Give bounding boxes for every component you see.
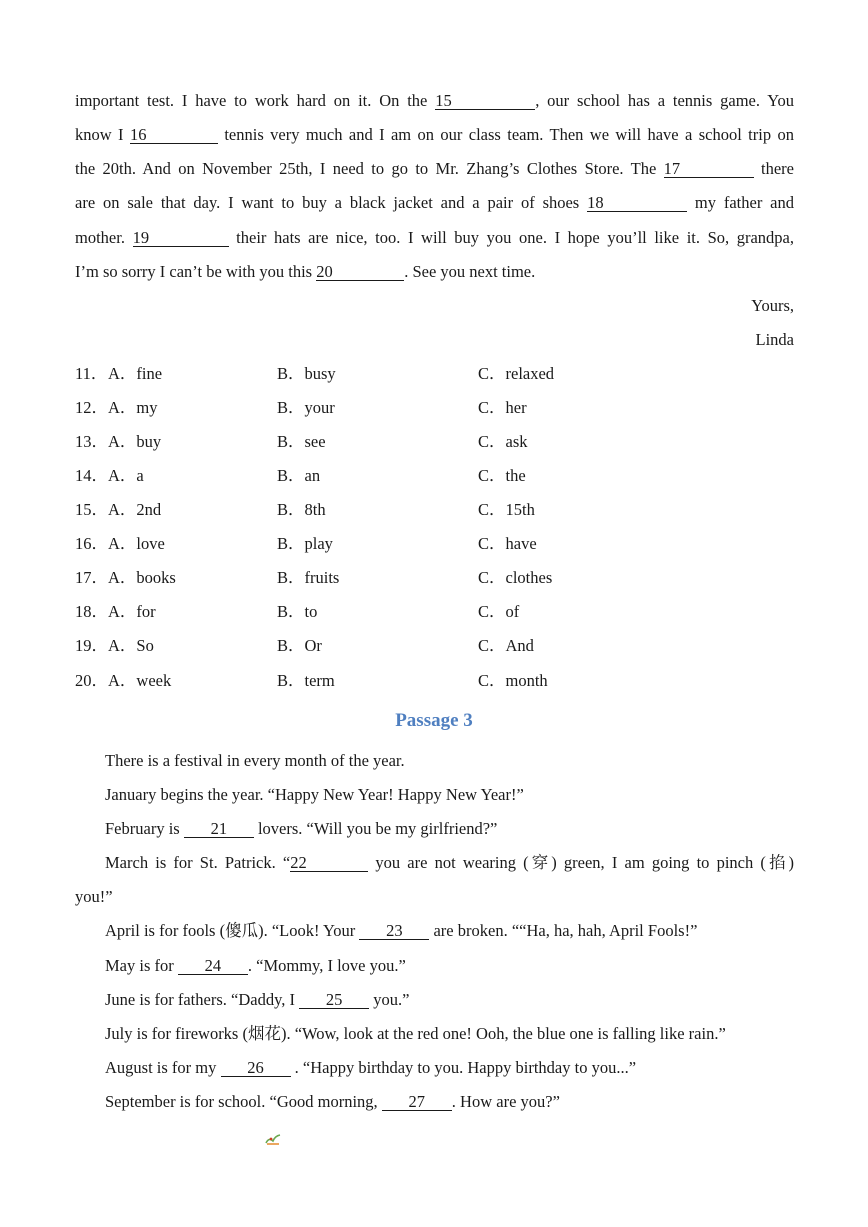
question-row <box>75 364 775 384</box>
passage-line: I’m so sorry I can’t be with you this 20 . See you next time. <box>75 262 536 281</box>
blank-21[interactable]: 21 <box>184 820 254 838</box>
blank-26[interactable]: 26 <box>221 1059 291 1077</box>
question-row <box>75 398 775 418</box>
blank-19[interactable]: 19 <box>133 229 229 247</box>
passage-line: February is 21 lovers. “Will you be my girlfriend?” <box>105 819 498 838</box>
letter-closing: Yours, <box>751 296 794 315</box>
passage-line: April is for fools (傻瓜). “Look! Your 23 are broken. ““Ha, ha, hah, April Fools!” <box>105 921 698 940</box>
question-number: 19． <box>75 636 108 655</box>
option-a[interactable]: A．week <box>108 671 172 690</box>
option-c[interactable]: C．clothes <box>478 568 553 587</box>
question-row <box>75 500 775 520</box>
passage-line: the 20th. And on November 25th, I need to go to Mr. Zhang’s Clothes Store. The 17 there <box>75 159 794 178</box>
blank-18[interactable]: 18 <box>587 194 687 212</box>
option-c[interactable]: C．her <box>478 398 527 417</box>
passage-line: are on sale that day. I want to buy a black jacket and a pair of shoes 18 my father and <box>75 193 794 212</box>
letter-signature: Linda <box>755 330 794 349</box>
blank-16[interactable]: 16 <box>130 126 218 144</box>
blank-15[interactable]: 15 <box>435 92 535 110</box>
option-a[interactable]: A．buy <box>108 432 162 451</box>
option-c[interactable]: C．relaxed <box>478 364 555 383</box>
question-number: 15． <box>75 500 108 519</box>
option-c[interactable]: C．month <box>478 671 548 690</box>
question-number: 20． <box>75 671 108 690</box>
passage-line: January begins the year. “Happy New Year! Happy New Year!” <box>105 785 524 804</box>
option-c[interactable]: C．have <box>478 534 537 553</box>
option-b[interactable]: B．to <box>277 602 318 621</box>
option-c[interactable]: C．of <box>478 602 520 621</box>
question-row <box>75 671 775 691</box>
passage-line: August is for my 26 . “Happy birthday to you. Happy birthday to you...” <box>105 1058 637 1077</box>
blank-23[interactable]: 23 <box>359 922 429 940</box>
passage-line: March is for St. Patrick. “22 you are not wearing (穿) green, I am going to pinch (掐) <box>105 853 794 872</box>
question-row <box>75 432 775 452</box>
option-a[interactable]: A．So <box>108 636 154 655</box>
question-number: 18． <box>75 602 108 621</box>
question-number: 11． <box>75 364 108 383</box>
question-number: 13． <box>75 432 108 451</box>
passage-line: important test. I have to work hard on it. On the 15 , our school has a tennis game. You <box>75 91 794 110</box>
question-row <box>75 534 775 554</box>
question-row <box>75 636 775 656</box>
passage-line: July is for fireworks (烟花). “Wow, look at the red one! Ooh, the blue one is falling like rain.” <box>105 1024 726 1043</box>
blank-20[interactable]: 20 <box>316 263 404 281</box>
question-number: 17． <box>75 568 108 587</box>
blank-17[interactable]: 17 <box>664 160 754 178</box>
question-number: 14． <box>75 466 108 485</box>
option-a[interactable]: A．for <box>108 602 156 621</box>
option-b[interactable]: B．fruits <box>277 568 340 587</box>
question-row <box>75 466 775 486</box>
question-number: 12． <box>75 398 108 417</box>
question-row <box>75 602 775 622</box>
option-b[interactable]: B．term <box>277 671 335 690</box>
option-a[interactable]: A．my <box>108 398 158 417</box>
option-a[interactable]: A．a <box>108 466 144 485</box>
option-b[interactable]: B．an <box>277 466 321 485</box>
option-b[interactable]: B．your <box>277 398 335 417</box>
question-row <box>75 568 775 588</box>
blank-25[interactable]: 25 <box>299 991 369 1009</box>
option-b[interactable]: B．play <box>277 534 333 553</box>
blank-27[interactable]: 27 <box>382 1093 452 1111</box>
option-b[interactable]: B．see <box>277 432 326 451</box>
option-a[interactable]: A．fine <box>108 364 163 383</box>
option-a[interactable]: A．2nd <box>108 500 162 519</box>
option-c[interactable]: C．ask <box>478 432 528 451</box>
option-c[interactable]: C．15th <box>478 500 535 519</box>
option-a[interactable]: A．love <box>108 534 165 553</box>
option-b[interactable]: B．busy <box>277 364 336 383</box>
blank-22[interactable]: 22 <box>290 854 368 872</box>
passage-heading: Passage 3 <box>395 710 473 731</box>
question-number: 16． <box>75 534 108 553</box>
option-c[interactable]: C．the <box>478 466 526 485</box>
passage-line: know I 16 tennis very much and I am on our class team. Then we will have a school trip on <box>75 125 794 144</box>
option-a[interactable]: A．books <box>108 568 176 587</box>
option-b[interactable]: B．8th <box>277 500 326 519</box>
passage-line: There is a festival in every month of the year. <box>105 751 405 770</box>
passage-line: September is for school. “Good morning, 27 . How are you?” <box>105 1092 560 1111</box>
passage-line: you!” <box>75 887 113 906</box>
blank-24[interactable]: 24 <box>178 957 248 975</box>
option-b[interactable]: B．Or <box>277 636 322 655</box>
sprout-logo-icon <box>263 1133 283 1145</box>
passage-line: mother. 19 their hats are nice, too. I will buy you one. I hope you’ll like it. So, grandpa, <box>75 228 795 247</box>
passage-line: May is for 24 . “Mommy, I love you.” <box>105 956 406 975</box>
passage-line: June is for fathers. “Daddy, I 25 you.” <box>105 990 410 1009</box>
option-c[interactable]: C．And <box>478 636 534 655</box>
